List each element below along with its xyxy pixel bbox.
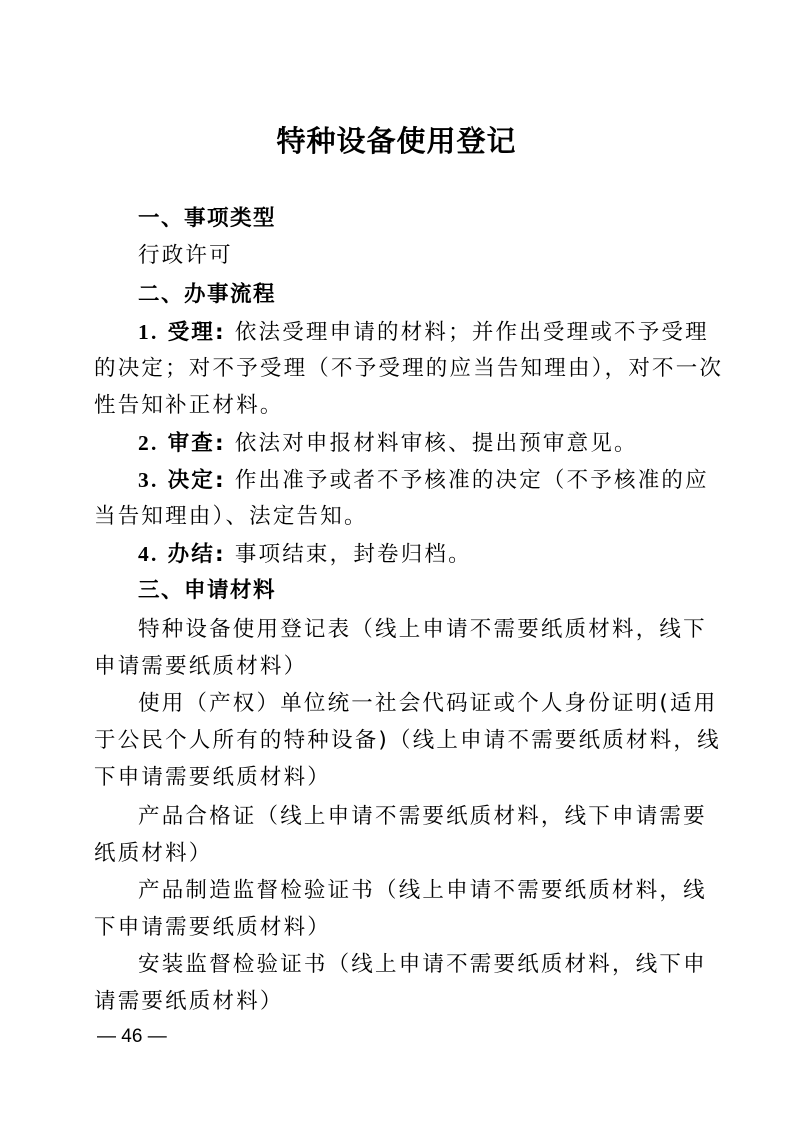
material-1-line-2: 申请需要纸质材料） xyxy=(94,654,308,679)
process-step-1 xyxy=(138,315,709,350)
step-3-text-line-1: 作出准予或者不予核准的决定（不予核准的应 xyxy=(234,468,709,493)
step-1-number: 1. xyxy=(138,320,159,344)
material-3-line-1: 产品合格证（线上申请不需要纸质材料，线下申请需要 xyxy=(138,804,707,829)
document-title: 特种设备使用登记 xyxy=(276,124,517,158)
material-5-line-2: 请需要纸质材料） xyxy=(94,989,284,1014)
step-1-text-line-1: 依法受理申请的材料；并作出受理或不予受理 xyxy=(234,320,709,345)
step-3-number: 3. xyxy=(138,468,159,492)
step-2-text-line-1: 依法对申报材料审核、提出预审意见。 xyxy=(234,431,638,456)
material-2-line-2: 于公民个人所有的特种设备)（线上申请不需要纸质材料，线 xyxy=(94,728,721,753)
step-4-label: 办结: xyxy=(167,542,226,567)
page-number: — 46 — xyxy=(97,1026,167,1047)
section-heading-item-type: 一、事项类型 xyxy=(138,206,277,231)
step-3-text-line-2: 当告知理由）、法定告知。 xyxy=(94,504,368,529)
process-step-2 xyxy=(138,426,638,461)
item-type-value: 行政许可 xyxy=(138,243,233,268)
step-4-number: 4. xyxy=(138,542,159,566)
step-3-label: 决定: xyxy=(167,468,226,493)
step-1-text-line-3: 性告知补正材料。 xyxy=(94,393,284,418)
process-step-4 xyxy=(138,537,472,572)
step-1-label: 受理: xyxy=(167,320,226,345)
material-3-line-2: 纸质材料） xyxy=(94,841,213,866)
material-4-line-1: 产品制造监督检验证书（线上申请不需要纸质材料，线 xyxy=(138,878,707,903)
section-heading-process: 二、办事流程 xyxy=(138,282,277,307)
step-2-label: 审查: xyxy=(167,431,226,456)
material-2-line-1: 使用（产权）单位统一社会代码证或个人身份证明(适用 xyxy=(138,691,718,716)
section-heading-materials: 三、申请材料 xyxy=(138,578,277,603)
process-step-3 xyxy=(138,463,709,498)
material-4-line-2: 下申请需要纸质材料） xyxy=(94,915,332,940)
step-4-text-line-1: 事项结束，封卷归档。 xyxy=(234,542,472,567)
material-2-line-3: 下申请需要纸质材料） xyxy=(94,765,332,790)
step-1-text-line-2: 的决定；对不予受理（不予受理的应当告知理由），对不一次 xyxy=(94,356,724,381)
material-1-line-1: 特种设备使用登记表（线上申请不需要纸质材料，线下 xyxy=(138,617,707,642)
material-5-line-1: 安装监督检验证书（线上申请不需要纸质材料，线下申 xyxy=(138,952,707,977)
step-2-number: 2. xyxy=(138,431,159,455)
